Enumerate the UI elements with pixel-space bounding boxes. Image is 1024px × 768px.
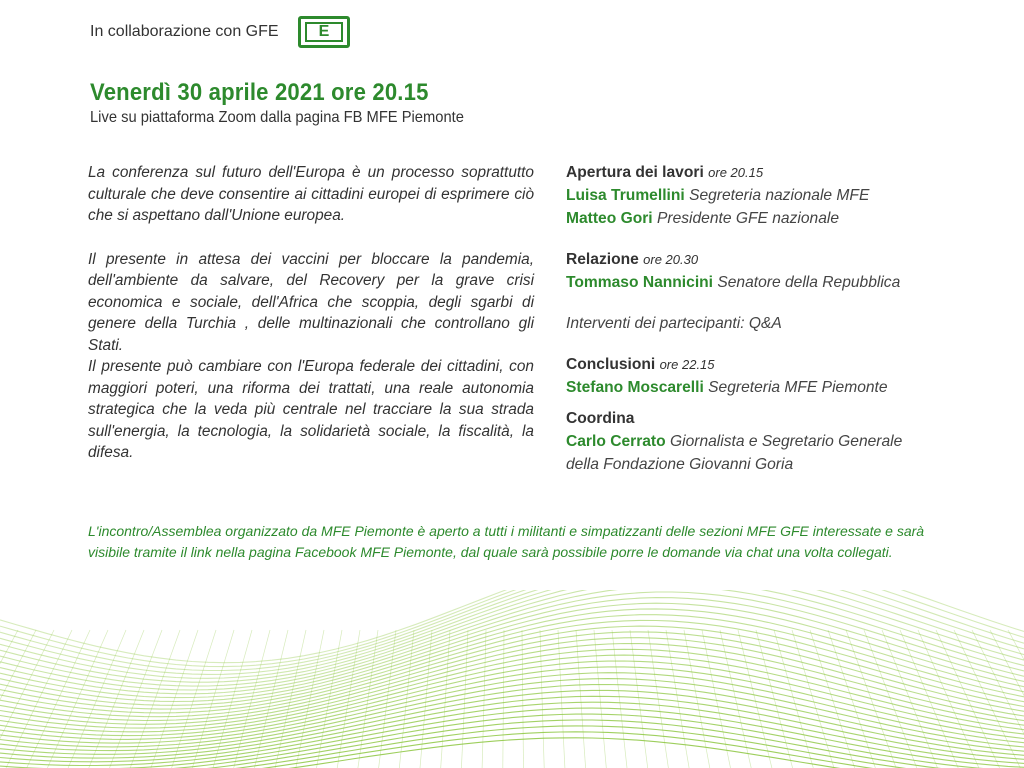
opening-heading: Apertura dei lavori	[566, 164, 704, 181]
intro-paragraph-1: La conferenza sul futuro dell'Europa è un processo soprattutto culturale che deve consentire ai cittadini europei di esprimere ciò che si aspettano dall'Unione europea.	[88, 164, 534, 224]
speaker-line	[566, 184, 936, 207]
wave-mesh-line	[482, 630, 486, 768]
wave-mesh-line	[130, 630, 180, 768]
speaker-line	[566, 376, 936, 399]
collaboration-text: In collaborazione con GFE	[90, 23, 279, 40]
speaker-name: Tommaso Nannicini	[566, 274, 714, 291]
moderator-name: Carlo Cerrato	[566, 433, 666, 450]
gfe-logo	[298, 16, 350, 48]
wave-mesh-line	[630, 630, 648, 768]
intro-text	[88, 162, 534, 464]
speaker-role: Segreteria nazionale MFE	[689, 187, 870, 204]
moderator-role: Giornalista e Segretario Generale	[670, 433, 903, 450]
wave-mesh-line	[594, 630, 606, 768]
speaker-role: Presidente GFE nazionale	[656, 210, 840, 227]
qa-line: Interventi dei partecipanti: Q&A	[566, 315, 782, 332]
wave-mesh-line	[213, 630, 252, 768]
wave-line	[0, 685, 1024, 755]
conclusions-heading: Conclusioni	[566, 356, 656, 373]
report-heading-line	[566, 248, 936, 271]
speaker-line	[566, 271, 936, 294]
wave-mesh-line	[151, 630, 198, 768]
wave-mesh-line	[972, 630, 1024, 768]
moderator-heading: Coordina	[566, 410, 635, 427]
moderator-role-line2: della Fondazione Giovanni Goria	[566, 456, 794, 473]
wave-mesh-line	[756, 630, 793, 768]
conclusions-heading-line	[566, 353, 936, 376]
green-wave-decoration	[0, 590, 1024, 768]
report-heading: Relazione	[566, 251, 639, 268]
wave-mesh-line	[666, 630, 689, 768]
speaker-role: Senatore della Repubblica	[717, 274, 901, 291]
speaker-name: Matteo Gori	[566, 210, 653, 227]
wave-mesh-line	[172, 630, 216, 768]
footer-note: L'incontro/Assemblea organizzato da MFE Piemonte è aperto a tutti i militanti e simpatizzanti delle sezioni MFE GFE interessate e sarà visibile tramite il link nella pagina Facebook MFE Piemonte, dal quale sarà possibile porre le domande via chat una volta collegati.	[88, 523, 925, 560]
opening-heading-line	[566, 161, 936, 184]
gfe-logo-letter: E	[305, 22, 343, 42]
report-time: ore 20.30	[643, 252, 699, 267]
wave-mesh-line	[234, 630, 270, 768]
conclusions-time: ore 22.15	[659, 357, 715, 372]
speaker-role: Segreteria MFE Piemonte	[708, 379, 888, 396]
title-banner-cropped	[0, 0, 1024, 10]
intro-paragraph-2: Il presente in attesa dei vaccini per bloccare la pandemia, dell'ambiente da salvare, del Recovery per la grave crisi economica e sociale, dell'Africa che scoppia, degli sgarbi di genere della Turchia , delle multinazionali che controllano gli Stati.	[88, 250, 534, 354]
wave-mesh-line	[47, 630, 108, 768]
intro-paragraph-3: Il presente può cambiare con l'Europa federale dei cittadini, con maggiori poteri, una riforma dei trattati, una reale autonomia strategica che la veda più centrale nel tracciare la sua strada sull'energia, la tecnologia, la solidarietà sociale, la fiscalità, la difesa.	[88, 358, 534, 461]
wave-mesh-line	[612, 630, 627, 768]
wave-mesh-line	[503, 630, 504, 768]
wave-mesh-line	[522, 630, 524, 768]
wave-mesh-line	[720, 630, 751, 768]
speaker-line	[566, 207, 936, 230]
speaker-name: Luisa Trumellini	[566, 187, 685, 204]
live-platform-line: Live su piattaforma Zoom dalla pagina FB MFE Piemonte	[90, 109, 464, 126]
wave-mesh-line	[558, 630, 565, 768]
event-date: Venerdì 30 aprile 2021 ore 20.15	[90, 79, 429, 106]
moderator-line	[566, 430, 936, 453]
speaker-name: Stefano Moscarelli	[566, 379, 704, 396]
program-schedule	[566, 161, 936, 476]
opening-time: ore 20.15	[708, 165, 764, 180]
